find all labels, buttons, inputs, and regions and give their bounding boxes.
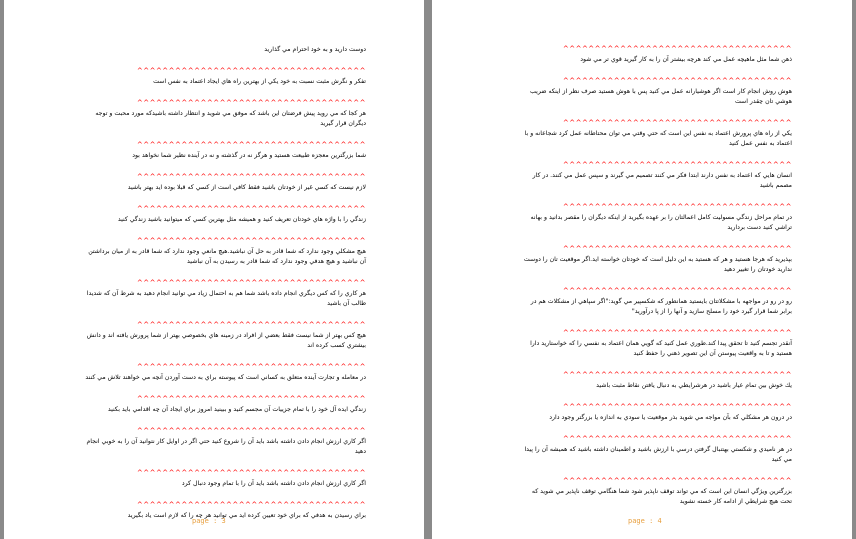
paragraph: اگر كاري ارزش انجام دادن داشته باشد بايد آن را شروع كنيد حتي اگر در اوايل كار نتوانيد آن را به خوبي انجام دهيد xyxy=(86,438,366,455)
paragraph: شما بزرگترين معجزه طبيعت هستيد و هرگز نه در گذشته و نه در آينده نظير شما نخواهد بود xyxy=(132,152,366,159)
page-3-content xyxy=(84,44,366,532)
paragraph: هر كاري را كه كس ديگري انجام داده باشد شما هم به احتمال زياد مي توانيد انجام دهيد به شرط آن كه شديدا طالب آن باشيد xyxy=(86,290,366,307)
separator-line: ^^^^^^^^^^^^^^^^^^^^^^^^^^^^^^^^^^^^ xyxy=(136,469,366,477)
paragraph: در هر ناميدي و شكستي بهتنبال گرفتن درسي با ارزش باشيد و اطمينان داشته باشيد كه هميشه آن را پيدا مي كنيد xyxy=(524,446,792,463)
paragraph: اگر كاري ارزش انجام دادن داشته باشد بايد آن را با تمام وجود دنبال كرد xyxy=(181,480,366,487)
paragraph: آنقدر تجسم كنيد تا تحقق پيدا كند.طوري عمل كنيد كه گويي همان اعتماد به نفسي را كه خواستاريد دارا هستيد و تا به واقعيت پيوستن آن اين تصوير ذهني را حفظ كنيد xyxy=(530,340,792,357)
page-number-label: page : 4 xyxy=(628,517,662,525)
separator-line: ^^^^^^^^^^^^^^^^^^^^^^^^^^^^^^^^^^^^ xyxy=(562,287,792,295)
separator-line: ^^^^^^^^^^^^^^^^^^^^^^^^^^^^^^^^^^^^ xyxy=(136,501,366,509)
paragraph: انسان هايي كه اعتماد به نفس دارند ابتدا فكر مي كنند تصميم مي گيرند و سپس عمل مي كنند. در كار مصمم باشيد xyxy=(532,172,792,189)
paragraph: هيچ كس بهتر از شما نيست فقط بعضي از افراد در زمينه هاي بخصوصي بهتر از شما پرورش يافته اند و دانش بيشتري كسب كرده اند xyxy=(86,332,366,349)
page-4-content xyxy=(522,44,792,518)
separator-line: ^^^^^^^^^^^^^^^^^^^^^^^^^^^^^^^^^^^^ xyxy=(136,173,366,181)
separator-line: ^^^^^^^^^^^^^^^^^^^^^^^^^^^^^^^^^^^^ xyxy=(136,363,366,371)
separator-line: ^^^^^^^^^^^^^^^^^^^^^^^^^^^^^^^^^^^^ xyxy=(136,321,366,329)
separator-line: ^^^^^^^^^^^^^^^^^^^^^^^^^^^^^^^^^^^^ xyxy=(562,329,792,337)
document-page-4 xyxy=(432,0,852,539)
paragraph: بپذيريد كه هرجا هستيد و هر كه هستيد به اين دليل است كه خودتان خواسته ايد.اگر موقعيت تان را دوست نداريد خودتان را تغيير دهيد xyxy=(523,256,792,273)
separator-line: ^^^^^^^^^^^^^^^^^^^^^^^^^^^^^^^^^^^^ xyxy=(136,237,366,245)
separator-line: ^^^^^^^^^^^^^^^^^^^^^^^^^^^^^^^^^^^^ xyxy=(562,45,792,53)
paragraph: در درون هر مشكلي كه بآن مواجه مي شويد بذر موقعيت يا سودي به اندازه يا بزرگتر وجود دارد xyxy=(549,414,792,421)
separator-line: ^^^^^^^^^^^^^^^^^^^^^^^^^^^^^^^^^^^^ xyxy=(562,203,792,211)
separator-line: ^^^^^^^^^^^^^^^^^^^^^^^^^^^^^^^^^^^^ xyxy=(136,99,366,107)
paragraph: هيچ مشكلي وجود ندارد كه شما قادر به حل آن نباشيد.هيچ مانعي وجود ندارد كه شما قادر به از ميان برداشتن آن نباشيد و هيچ هدفي وجود ندارد كه شما قادر به رسيدن به آن نباشيد xyxy=(88,248,366,265)
document-page-3 xyxy=(4,0,424,539)
paragraph: دوست داريد و به خود احترام مي گذاريد xyxy=(264,46,366,53)
paragraph: بزرگترين ويژگي انسان اين است كه مي تواند توقف ناپذير شود شما هنگامي توقف ناپذير مي شويد كه تحت هيچ شرايطي از ادامه كار خسته نشويد xyxy=(531,488,792,505)
paragraph: براي رسيدن به هدفي كه براي خود تعيين كرده ايد مي توانيد هر چه را كه لازم است ياد بگيريد xyxy=(127,512,366,519)
paragraph: زندگي را با واژه هاي خودتان تعريف كنيد و هميشه مثل بهترين كسي كه ميتوانيد باشيد زندگي كنيد xyxy=(117,216,366,223)
page-number-label: page : 3 xyxy=(192,517,226,525)
separator-line: ^^^^^^^^^^^^^^^^^^^^^^^^^^^^^^^^^^^^ xyxy=(562,371,792,379)
separator-line: ^^^^^^^^^^^^^^^^^^^^^^^^^^^^^^^^^^^^ xyxy=(562,435,792,443)
separator-line: ^^^^^^^^^^^^^^^^^^^^^^^^^^^^^^^^^^^^ xyxy=(562,119,792,127)
separator-line: ^^^^^^^^^^^^^^^^^^^^^^^^^^^^^^^^^^^^ xyxy=(562,245,792,253)
separator-line: ^^^^^^^^^^^^^^^^^^^^^^^^^^^^^^^^^^^^ xyxy=(136,395,366,403)
paragraph: لازم نيست كه كسي غير از خودتان باشيد فقط كافي است از كسي كه قبلا بوده ايد بهتر باشيد xyxy=(127,184,366,191)
paragraph: ذهن شما مثل ماهيچه عمل مي كند هرچه بيشتر آن را به كار گيريد قوي تر مي شود xyxy=(580,56,792,63)
separator-line: ^^^^^^^^^^^^^^^^^^^^^^^^^^^^^^^^^^^^ xyxy=(136,205,366,213)
separator-line: ^^^^^^^^^^^^^^^^^^^^^^^^^^^^^^^^^^^^ xyxy=(562,403,792,411)
paragraph: در معامله و تجارت آينده متعلق به كساني است كه پيوسته براي به دست آوردن آنچه مي خواهند تلاش مي كنند xyxy=(85,374,366,381)
paragraph: تفكر و نگرش مثبت نسبت به خود يكي از بهترين راه هاي ايجاد اعتماد به نفس است xyxy=(153,78,366,85)
paragraph: زندگي ايده آل خود را با تمام جزييات آن مجسم كنيد و ببينيد امروز براي ايجاد آن چه اقدامي بايد بكنيد xyxy=(107,406,366,413)
paragraph: هوش روش انجام كار است اگر هوشيارانه عمل مي كنيد پس با هوش هستيد صرف نظر از اينكه ضريب هوشي تان چقدر است xyxy=(530,88,792,105)
separator-line: ^^^^^^^^^^^^^^^^^^^^^^^^^^^^^^^^^^^^ xyxy=(136,279,366,287)
paragraph: هر كجا كه مي رويد پيش فرضتان اين باشد كه موفق مي شويد و انتظار داشته باشيدكه مورد محبت و توجه ديگران قرار گيريد xyxy=(95,110,366,127)
separator-line: ^^^^^^^^^^^^^^^^^^^^^^^^^^^^^^^^^^^^ xyxy=(136,141,366,149)
separator-line: ^^^^^^^^^^^^^^^^^^^^^^^^^^^^^^^^^^^^ xyxy=(562,77,792,85)
paragraph: رو در رو در مواجهه با مشكلاتتان بايستيد همانطور كه شكسپير مي گويد:"اگر سپاهي از مشكلات هم در برابر شما قرار گيرد خود را مسلح سازيد و آنها را از پا درآوريد" xyxy=(530,298,792,315)
paragraph: يك خوش بين تمام عيار باشيد در هرشرايطي به دنبال يافتن نقاط مثبت باشيد xyxy=(596,382,792,389)
separator-line: ^^^^^^^^^^^^^^^^^^^^^^^^^^^^^^^^^^^^ xyxy=(562,477,792,485)
paragraph: در تمام مراحل زندگي مسوليت كامل اعمالتان را بر عهده بگيريد از اينكه ديگران را مقصر بدانيد و بهانه تراشي كنيد دست برداريد xyxy=(530,214,792,231)
separator-line: ^^^^^^^^^^^^^^^^^^^^^^^^^^^^^^^^^^^^ xyxy=(562,161,792,169)
separator-line: ^^^^^^^^^^^^^^^^^^^^^^^^^^^^^^^^^^^^ xyxy=(136,67,366,75)
paragraph: يكي از راه هاي پرورش اعتماد به نفس اين است كه حتي وقتي مي توان محتاطانه عمل كرد شجاعانه و با اعتماد به نفس عمل كنيد xyxy=(524,130,792,147)
separator-line: ^^^^^^^^^^^^^^^^^^^^^^^^^^^^^^^^^^^^ xyxy=(136,427,366,435)
